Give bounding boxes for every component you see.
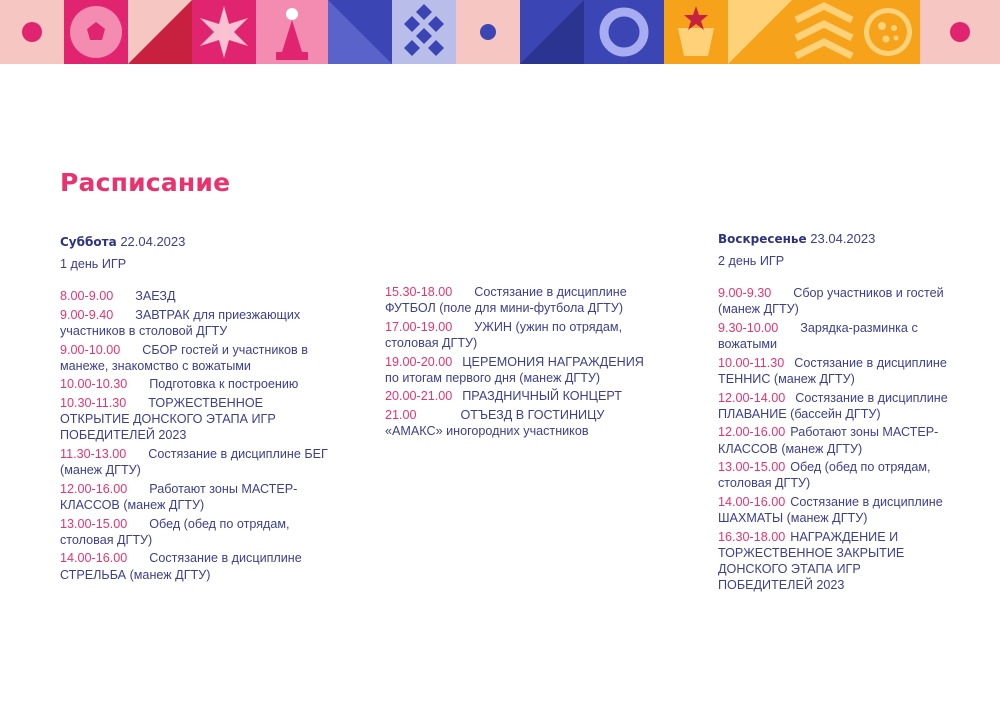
- event-time: 13.00-15.00: [718, 460, 786, 475]
- event-text: Зарядка-разминка с вожатыми: [718, 321, 918, 352]
- event-text: Состязание в дисциплине ПЛАВАНИЕ (бассейн ДГТУ): [718, 390, 948, 421]
- event-time: 8.00-9.00: [60, 289, 114, 304]
- event-text: Состязание в дисциплине БЕГ (манеж ДГТУ): [60, 446, 328, 478]
- event-time: 16.30-18.00: [718, 529, 786, 544]
- schedule-item: [718, 285, 958, 317]
- event-text: Работают зоны МАСТЕР-КЛАССОВ (манеж ДГТУ): [60, 481, 298, 512]
- event-time: 10.00-10.30: [60, 377, 128, 392]
- event-time: 10.30-11.30: [60, 395, 127, 410]
- event-text: ПРАЗДНИЧНЫЙ КОНЦЕРТ: [462, 389, 622, 404]
- triangle-tile: [128, 0, 192, 64]
- dot-tile: [456, 0, 520, 64]
- event-time: 17.00-19.00: [385, 319, 453, 334]
- circle-tile: [0, 0, 64, 64]
- schedule-item: [60, 288, 330, 304]
- saturday-header: [60, 233, 330, 251]
- event-text: ЦЕРЕМОНИЯ НАГРАЖДЕНИЯ по итогам первого дня (манеж ДГТУ): [385, 354, 644, 385]
- star-tile: [192, 0, 256, 64]
- event-text: Обед (обед по отрядам, столовая ДГТУ): [60, 516, 290, 547]
- citrus-tile: [856, 0, 920, 64]
- event-time: 9.00-9.30: [718, 286, 772, 301]
- schedule-item: [718, 390, 958, 422]
- diagonal-tile: [328, 0, 392, 64]
- triangle-blue-tile: [520, 0, 584, 64]
- diamonds-tile: [392, 0, 456, 64]
- schedule-item: [385, 354, 655, 386]
- event-time: 10.00-11.30: [718, 355, 785, 370]
- event-time: 20.00-21.00: [385, 389, 453, 404]
- event-text: Состязание в дисциплине ШАХМАТЫ (манеж ДГТУ): [718, 494, 943, 526]
- sunday-subtitle: 2 день ИГР: [718, 254, 785, 268]
- event-time: 12.00-16.00: [60, 481, 128, 496]
- event-time: 9.00-9.40: [60, 307, 114, 322]
- event-time: 12.00-16.00: [718, 425, 786, 440]
- event-time: 21.00: [385, 407, 417, 422]
- saturday-continued-column: [385, 284, 655, 442]
- schedule-item: [60, 516, 330, 548]
- schedule-item: [718, 459, 958, 491]
- event-text: Сбор участников и гостей (манеж ДГТУ): [718, 286, 944, 317]
- schedule-item: [718, 529, 958, 594]
- event-time: 19.00-20.00: [385, 354, 453, 369]
- schedule-item: [60, 307, 330, 339]
- event-time: 12.00-14.00: [718, 390, 786, 405]
- event-text: Обед (обед по отрядам, столовая ДГТУ): [718, 460, 931, 491]
- sunday-header: [718, 230, 958, 248]
- event-time: 14.00-16.00: [60, 551, 128, 566]
- sunday-date: 23.04.2023: [810, 231, 876, 246]
- schedule-item: [385, 284, 655, 316]
- triangle-yellow-tile: [728, 0, 792, 64]
- saturday-date: 22.04.2023: [120, 234, 186, 249]
- event-time: 13.00-15.00: [60, 516, 128, 531]
- event-text: Состязание в дисциплине ФУТБОЛ (поле для мини-футбола ДГТУ): [385, 285, 627, 316]
- decorative-banner: [0, 0, 1000, 64]
- event-text: СБОР гостей и участников в манеже, знакомство с вожатыми: [60, 342, 308, 373]
- chevrons-tile: [792, 0, 856, 64]
- event-text: ОТЪЕЗД В ГОСТИНИЦУ «АМАКС» иногородних участников: [385, 407, 605, 439]
- event-text: Состязание в дисциплине ТЕННИС (манеж ДГТУ): [718, 355, 947, 386]
- saturday-column: [60, 233, 330, 585]
- schedule-item: [718, 355, 958, 387]
- schedule-item: [60, 550, 330, 582]
- chess-pawn-tile: [256, 0, 328, 64]
- event-text: ЗАЕЗД: [135, 289, 176, 304]
- schedule-item: [718, 424, 958, 456]
- schedule-item: [385, 407, 655, 439]
- saturday-day-name: Суббота: [60, 235, 117, 249]
- schedule-item: [718, 320, 958, 352]
- page-title: Расписание: [60, 168, 231, 197]
- schedule-item: [385, 319, 655, 351]
- saturday-subtitle: 1 день ИГР: [60, 257, 127, 271]
- sunday-column: [718, 230, 958, 596]
- event-text: ЗАВТРАК для приезжающих участников в столовой ДГТУ: [60, 307, 301, 338]
- trophy-tile: [664, 0, 728, 64]
- schedule-item: [718, 494, 958, 526]
- event-text: Подготовка к построению: [149, 377, 299, 392]
- schedule-item: [60, 395, 330, 444]
- event-text: УЖИН (ужин по отрядам, столовая ДГТУ): [385, 319, 623, 350]
- event-time: 9.00-10.00: [60, 342, 121, 357]
- schedule-item: [60, 342, 330, 374]
- ball-tile: [64, 0, 128, 64]
- event-time: 14.00-16.00: [718, 494, 786, 509]
- schedule-item: [60, 376, 330, 392]
- schedule-item: [385, 388, 655, 404]
- event-text: Работают зоны МАСТЕР-КЛАССОВ (манеж ДГТУ): [718, 425, 939, 456]
- event-time: 11.30-13.00: [60, 446, 127, 461]
- event-text: ТОРЖЕСТВЕННОЕ ОТКРЫТИЕ ДОНСКОГО ЭТАПА ИГР ПОБЕДИТЕЛЕЙ 2023: [60, 395, 276, 443]
- circle-end-tile: [920, 0, 1000, 64]
- event-time: 15.30-18.00: [385, 285, 453, 299]
- event-text: Состязание в дисциплине СТРЕЛЬБА (манеж ДГТУ): [60, 551, 302, 582]
- sunday-day-name: Воскресенье: [718, 232, 807, 246]
- event-time: 9.30-10.00: [718, 321, 779, 335]
- schedule-item: [60, 481, 330, 513]
- schedule-item: [60, 446, 330, 478]
- event-text: НАГРАЖДЕНИЕ И ТОРЖЕСТВЕННОЕ ЗАКРЫТИЕ ДОНСКОГО ЭТАПА ИГР ПОБЕДИТЕЛЕЙ 2023: [718, 529, 905, 593]
- ring-tile: [584, 0, 664, 64]
